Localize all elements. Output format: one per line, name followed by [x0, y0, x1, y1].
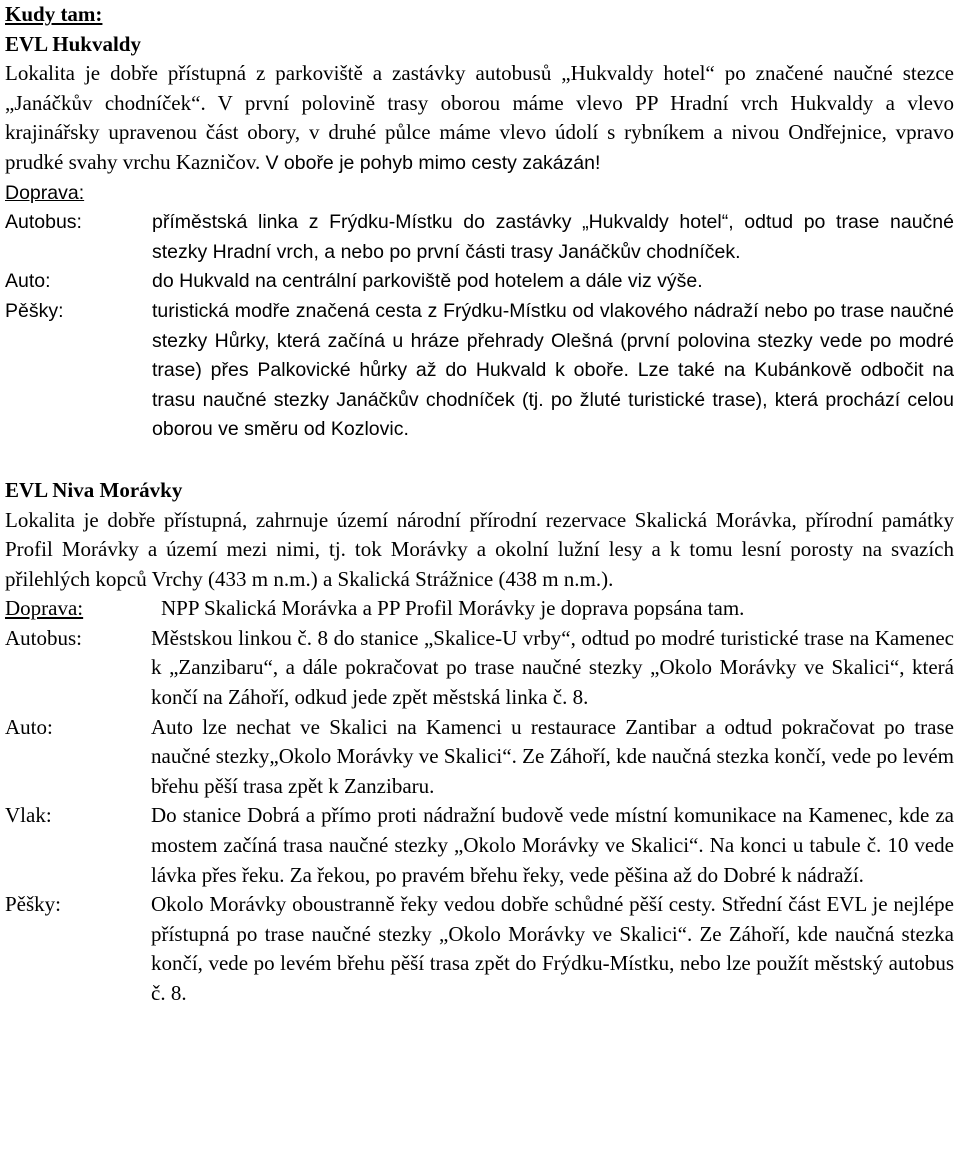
transport-label: Autobus:	[5, 211, 82, 234]
section-intro-niva-moravky: Lokalita je dobře přístupná, zahrnuje území národní přírodní rezervace Skalická Morávka, přírodní památky Profil Morávky a území mezi nimi, tj. tok Morávky a okolní lužní lesy a k tomu lesní porosty na svazích přilehlých kopců Vrchy (433 m n.m.) a Skalická Strážnice (438 m n.m.).	[5, 507, 954, 591]
transport-label: Auto:	[5, 270, 51, 293]
transport-label: Pěšky:	[5, 892, 62, 917]
intro-text: Lokalita je dobře přístupná z parkoviště a zastávky autobusů „Hukvaldy hotel“ po značené naučné stezce „Janáčkův chodníček“. V první polovině trasy oborou máme vlevo PP Hradní vrch Hukvaldy a vlevo krajinářsky upravenou část obory, v druhé půlce máme vlevo údolí s rybníkem a nivou Ondřejnice, vpravo prudké svahy vrchu Kazničov.	[5, 61, 954, 174]
transport-label: Pěšky:	[5, 299, 64, 322]
doprava-label: Doprava:	[5, 181, 85, 204]
doprava-label: Doprava:	[5, 596, 84, 621]
transport-label: Auto:	[5, 714, 53, 739]
section-title-hukvaldy: EVL Hukvaldy	[5, 31, 141, 56]
transport-text: Okolo Morávky oboustranně řeky vedou dobře schůdné pěší cesty. Střední část EVL je nejlépe přístupná po trase naučné stezky „Okolo Morávky ve Skalici“. Ze Záhoří, kde naučná stezka končí, vede po levém břehu pěší trasa zpět do Frýdku-Místku, nebo lze použít městský autobus č. 8.	[151, 892, 954, 1005]
transport-label: Vlak:	[5, 803, 52, 828]
section-title-niva-moravky: EVL Niva Morávky	[5, 477, 183, 502]
doprava-row	[5, 594, 954, 624]
transport-row	[5, 801, 954, 890]
transport-row	[5, 713, 954, 802]
transport-text: do Hukvald na centrální parkoviště pod hotelem a dále viz výše.	[152, 270, 703, 293]
doprava-text: NPP Skalická Morávka a PP Profil Morávky je doprava popsána tam.	[161, 596, 745, 621]
transport-row	[5, 208, 954, 267]
transport-text: Auto lze nechat ve Skalici na Kamenci u restaurace Zantibar a odtud pokračovat po trase naučné stezky„Okolo Morávky ve Skalici“. Ze Záhoří, kde naučná stezka končí, vede po levém břehu pěší trasa zpět k Zanzibaru.	[151, 714, 954, 798]
transport-text: příměstská linka z Frýdku-Místku do zastávky „Hukvaldy hotel“, odtud po trase naučné stezky Hradní vrch, a nebo po první části trasy Janáčkův chodníček.	[152, 211, 954, 263]
transport-row	[5, 297, 954, 445]
section-intro-hukvaldy	[5, 59, 954, 178]
page-heading: Kudy tam:	[5, 2, 103, 26]
transport-row	[5, 267, 954, 297]
transport-text: Městskou linkou č. 8 do stanice „Skalice-U vrby“, odtud po modré turistické trase na Kamenec k „Zanzibaru“, a dále pokračovat po trase naučné stezky „Okolo Morávky ve Skalici“, která končí na Záhoří, odkud jede zpět městská linka č. 8.	[151, 625, 954, 710]
section-spacer	[5, 445, 954, 476]
transport-row	[5, 624, 954, 713]
intro-warning: V oboře je pohyb mimo cesty zakázán!	[265, 151, 601, 174]
transport-label: Autobus:	[5, 625, 83, 650]
transport-row	[5, 890, 954, 1008]
transport-text: Do stanice Dobrá a přímo proti nádražní budově vede místní komunikace na Kamenec, kde za mostem začíná trasa naučné stezky „Okolo Morávky ve Skalici“. Na konci u tabule č. 10 vede lávka přes řeku. Za řekou, po pravém břehu řeky, vede pěšina až do Dobré k nádraží.	[151, 803, 954, 887]
transport-text: turistická modře značená cesta z Frýdku-Místku od vlakového nádraží nebo po trase naučné stezky Hůrky, která začíná u hráze přehrady Olešná (první polovina stezky vede po modré trase) přes Palkovické hůrky až do Hukvald k oboře. Lze také na Kubánkově odbočit na trasu naučné stezky Janáčkův chodníček (tj. po žluté turistické trase), která prochází celou oborou ve směru od Kozlovic.	[152, 299, 954, 441]
